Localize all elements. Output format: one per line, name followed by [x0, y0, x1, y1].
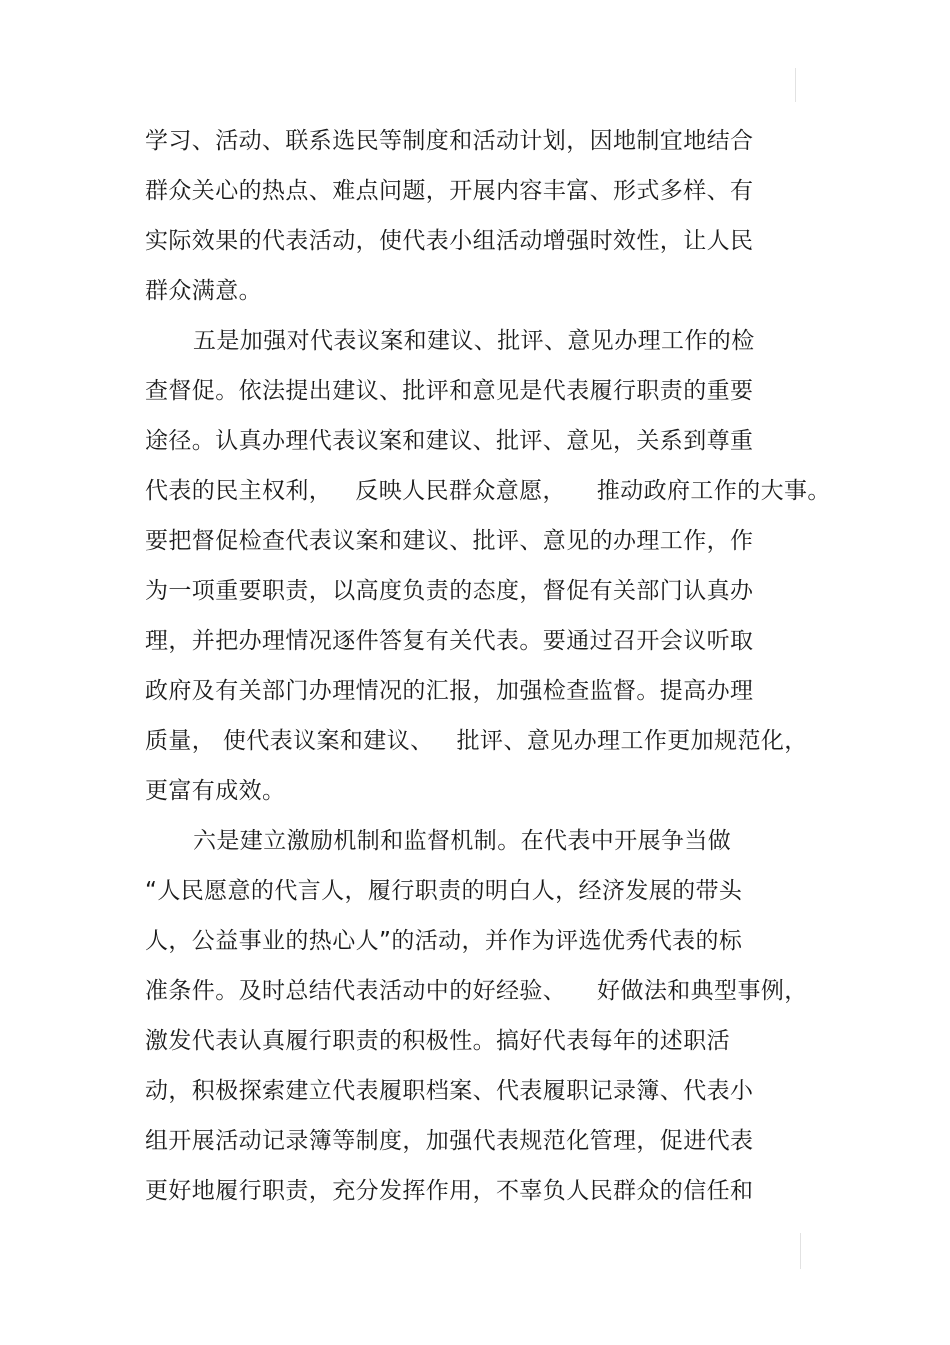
text-line: 学习、活动、联系选民等制度和活动计划，因地制宜地结合: [145, 128, 754, 154]
text-line: 群众关心的热点、难点问题，开展内容丰富、形式多样、有: [145, 178, 754, 204]
text-line: 更富有成效。: [145, 778, 286, 804]
text-line: 激发代表认真履行职责的积极性。搞好代表每年的述职活: [145, 1028, 730, 1054]
text-line: 准条件。及时总结代表活动中的好经验、 好做法和典型事例，: [145, 978, 808, 1004]
text-line: 要把督促检查代表议案和建议、批评、意见的办理工作，作: [145, 528, 754, 554]
margin-mark-top: [795, 68, 796, 102]
text-line: 途径。认真办理代表议案和建议、批评、意见，关系到尊重: [145, 428, 754, 454]
text-line: 代表的民主权利， 反映人民群众意愿， 推动政府工作的大事。: [145, 478, 831, 504]
text-line: 群众满意。: [145, 278, 262, 304]
margin-mark-bottom: [800, 1233, 801, 1269]
text-line: “人民愿意的代言人，履行职责的明白人，经济发展的带头: [145, 878, 743, 904]
text-line: 政府及有关部门办理情况的汇报，加强检查监督。提高办理: [145, 678, 754, 704]
text-line: 实际效果的代表活动，使代表小组活动增强时效性，让人民: [145, 228, 754, 254]
text-line: 组开展活动记录簿等制度，加强代表规范化管理，促进代表: [145, 1128, 754, 1154]
paragraph-start-line: 五是加强对代表议案和建议、批评、意见办理工作的检: [193, 328, 755, 354]
text-line: 质量， 使代表议案和建议、 批评、意见办理工作更加规范化，: [145, 728, 808, 754]
text-line: 查督促。依法提出建议、批评和意见是代表履行职责的重要: [145, 378, 754, 404]
text-line: 动，积极探索建立代表履职档案、代表履职记录簿、代表小: [145, 1078, 754, 1104]
text-line: 人，公益事业的热心人”的活动，并作为评选优秀代表的标: [145, 928, 743, 954]
paragraph-start-line: 六是建立激励机制和监督机制。在代表中开展争当做: [193, 828, 732, 854]
text-line: 更好地履行职责，充分发挥作用，不辜负人民群众的信任和: [145, 1178, 754, 1204]
text-line: 理，并把办理情况逐件答复有关代表。要通过召开会议听取: [145, 628, 754, 654]
text-line: 为一项重要职责，以高度负责的态度，督促有关部门认真办: [145, 578, 754, 604]
